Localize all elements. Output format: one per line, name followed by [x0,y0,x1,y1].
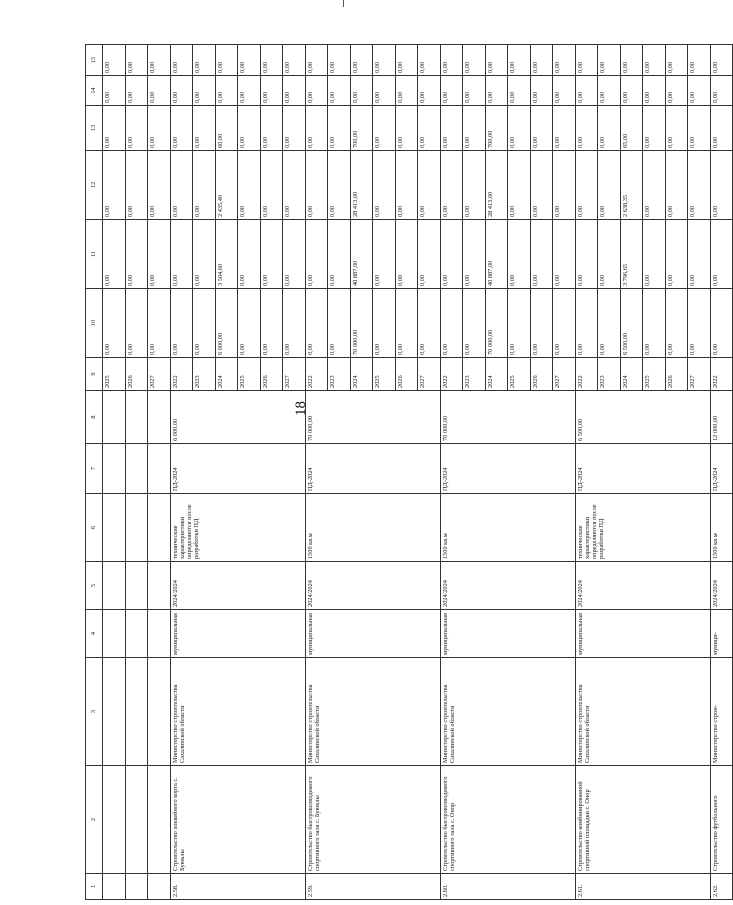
value-cell: 0,00 [148,76,171,106]
customer: Министерство строительства Сахалинской области [170,658,305,766]
column-number-3: 3 [86,658,103,766]
value-cell: 2 638,35 [620,151,643,220]
estimated-cost: 12 000,00 [710,391,733,444]
column-number-2: 2 [86,766,103,874]
estimated-cost: 70 000,00 [440,391,575,444]
customer: Министерство строи- [710,658,733,766]
capacity: 1500 кв.м [440,494,575,562]
value-cell: 0,00 [238,106,261,151]
empty-cell [103,610,126,658]
value-cell: 0,00 [553,220,576,289]
project-row [170,45,193,900]
column-number-1: 1 [86,874,103,900]
value-cell: 0,00 [665,76,688,106]
year-cell: 2022 [710,358,733,391]
empty-cell [148,874,171,900]
value-cell: 0,00 [665,45,688,76]
year-cell: 2026 [260,358,283,391]
empty-cell [125,391,148,444]
scan-mark [343,0,344,7]
value-cell: 0,00 [440,106,463,151]
value-cell: 0,00 [328,76,351,106]
value-cell: 0,00 [395,220,418,289]
value-cell: 0,00 [283,45,306,76]
column-number-14: 14 [86,76,103,106]
value-cell: 0,00 [193,76,216,106]
column-number-9: 9 [86,358,103,391]
value-cell: 0,00 [193,151,216,220]
year-cell: 2025 [508,358,531,391]
continuation-row [148,45,171,900]
value-cell: 0,00 [418,151,441,220]
value-cell: 0,00 [125,151,148,220]
project-name: Строительство футбольного [710,766,733,874]
value-cell: 0,00 [170,76,193,106]
empty-cell [125,610,148,658]
year-cell: 2024 [485,358,508,391]
empty-cell [148,562,171,610]
row-number: 2.61. [575,874,710,900]
value-cell: 0,00 [463,289,486,358]
value-cell: 0,00 [395,289,418,358]
value-cell: 40 887,00 [350,220,373,289]
value-cell: 0,00 [463,106,486,151]
column-number-5: 5 [86,562,103,610]
value-cell: 0,00 [260,45,283,76]
value-cell: 0,00 [170,151,193,220]
value-cell: 3 504,60 [215,220,238,289]
year-cell: 2025 [643,358,666,391]
value-cell: 0,00 [350,45,373,76]
empty-cell [103,658,126,766]
value-cell: 0,00 [125,289,148,358]
value-cell: 65,00 [620,106,643,151]
row-number: 2.62. [710,874,733,900]
value-cell: 0,00 [283,289,306,358]
value-cell: 0,00 [103,106,126,151]
value-cell: 0,00 [463,45,486,76]
year-cell: 2023 [193,358,216,391]
continuation-row [125,45,148,900]
empty-cell [148,444,171,494]
value-cell: 0,00 [148,151,171,220]
ownership: муници- [710,610,733,658]
customer: Министерство строительства Сахалинской области [575,658,710,766]
row-number: 2.60. [440,874,575,900]
value-cell: 0,00 [575,76,598,106]
value-cell: 0,00 [710,220,733,289]
year-cell: 2026 [395,358,418,391]
value-cell: 0,00 [508,45,531,76]
year-cell: 2027 [148,358,171,391]
year-cell: 2025 [103,358,126,391]
column-number-10: 10 [86,289,103,358]
value-cell: 28 413,00 [350,151,373,220]
value-cell: 0,00 [193,106,216,151]
value-cell: 0,00 [643,220,666,289]
value-cell: 0,00 [328,289,351,358]
value-cell: 60,00 [215,106,238,151]
value-cell: 0,00 [418,220,441,289]
value-cell: 28 413,00 [485,151,508,220]
column-number-6: 6 [86,494,103,562]
value-cell: 0,00 [643,76,666,106]
empty-cell [125,562,148,610]
value-cell: 0,00 [395,76,418,106]
empty-cell [125,658,148,766]
value-cell: 0,00 [305,151,328,220]
period: 2024/2024 [170,562,305,610]
value-cell: 0,00 [463,151,486,220]
year-cell: 2023 [463,358,486,391]
project-row [305,45,328,900]
value-cell: 0,00 [395,151,418,220]
year-cell: 2023 [328,358,351,391]
value-cell: 0,00 [710,151,733,220]
value-cell: 0,00 [553,289,576,358]
value-cell: 0,00 [665,151,688,220]
value-cell: 0,00 [238,76,261,106]
value-cell: 0,00 [688,76,711,106]
value-cell: 0,00 [530,151,553,220]
value-cell: 0,00 [688,220,711,289]
value-cell: 0,00 [598,289,621,358]
value-cell: 0,00 [148,106,171,151]
value-cell: 0,00 [688,289,711,358]
value-cell: 0,00 [305,106,328,151]
value-cell: 0,00 [170,289,193,358]
year-cell: 2026 [665,358,688,391]
capacity: 1500 кв.м [305,494,440,562]
value-cell: 0,00 [553,76,576,106]
period: 2024/2024 [440,562,575,610]
value-cell: 0,00 [643,289,666,358]
year-cell: 2025 [238,358,261,391]
value-cell: 0,00 [710,76,733,106]
value-cell: 0,00 [688,151,711,220]
value-cell: 0,00 [238,151,261,220]
empty-cell [148,766,171,874]
value-cell: 0,00 [373,151,396,220]
rotated-table-wrapper [85,45,719,900]
value-cell: 0,00 [530,106,553,151]
value-cell: 0,00 [418,289,441,358]
value-cell: 3 796,65 [620,220,643,289]
year-cell: 2027 [283,358,306,391]
value-cell: 0,00 [598,106,621,151]
value-cell: 0,00 [620,45,643,76]
value-cell: 0,00 [148,289,171,358]
value-cell: 0,00 [530,289,553,358]
period: 2024/2024 [710,562,733,610]
empty-cell [103,391,126,444]
value-cell: 0,00 [328,106,351,151]
customer: Министерство строительства Сахалинской области [305,658,440,766]
value-cell: 0,00 [485,45,508,76]
value-cell: 0,00 [395,106,418,151]
value-cell: 0,00 [305,76,328,106]
value-cell: 0,00 [328,151,351,220]
value-cell: 0,00 [193,220,216,289]
value-cell: 0,00 [440,151,463,220]
document-stage: ПД-2024 [305,444,440,494]
value-cell: 70 000,00 [350,289,373,358]
value-cell: 0,00 [710,45,733,76]
value-cell: 700,00 [485,106,508,151]
value-cell: 0,00 [193,45,216,76]
table-body [86,45,733,900]
capacity: 1500 кв.м [710,494,733,562]
empty-cell [103,444,126,494]
value-cell: 0,00 [125,106,148,151]
year-cell: 2026 [125,358,148,391]
value-cell: 0,00 [193,289,216,358]
value-cell: 0,00 [508,151,531,220]
estimated-cost: 6 000,00 [170,391,305,444]
year-cell: 2025 [373,358,396,391]
value-cell: 0,00 [305,45,328,76]
value-cell: 0,00 [238,289,261,358]
value-cell: 0,00 [305,289,328,358]
document-stage: ПД-2024 [440,444,575,494]
value-cell: 0,00 [328,45,351,76]
year-cell: 2022 [575,358,598,391]
value-cell: 0,00 [103,220,126,289]
value-cell: 40 887,00 [485,220,508,289]
value-cell: 0,00 [508,220,531,289]
row-number: 2.58. [170,874,305,900]
value-cell: 0,00 [688,45,711,76]
value-cell: 700,00 [350,106,373,151]
value-cell: 0,00 [350,76,373,106]
value-cell: 0,00 [125,220,148,289]
value-cell: 0,00 [103,151,126,220]
empty-cell [125,444,148,494]
empty-cell [125,494,148,562]
value-cell: 0,00 [170,220,193,289]
value-cell: 0,00 [260,106,283,151]
period: 2024/2024 [305,562,440,610]
year-cell: 2024 [350,358,373,391]
value-cell: 0,00 [125,76,148,106]
value-cell: 0,00 [440,289,463,358]
value-cell: 0,00 [665,220,688,289]
value-cell: 0,00 [373,76,396,106]
value-cell: 0,00 [373,106,396,151]
empty-cell [125,874,148,900]
year-cell: 2027 [553,358,576,391]
year-cell: 2022 [305,358,328,391]
value-cell: 0,00 [553,45,576,76]
value-cell: 0,00 [148,45,171,76]
project-row [575,45,598,900]
page-number: 18 [293,401,309,416]
column-number-7: 7 [86,444,103,494]
value-cell: 0,00 [643,106,666,151]
value-cell: 0,00 [170,106,193,151]
ownership: муниципальная [440,610,575,658]
value-cell: 0,00 [508,289,531,358]
year-cell: 2027 [688,358,711,391]
year-cell: 2024 [620,358,643,391]
value-cell: 0,00 [530,76,553,106]
project-name: Строительство быстровозводимого спортивного зала с. Онор [440,766,575,874]
empty-cell [148,494,171,562]
investment-table [85,44,733,900]
value-cell: 0,00 [373,220,396,289]
value-cell: 0,00 [215,45,238,76]
column-number-row [86,45,103,900]
value-cell: 0,00 [508,106,531,151]
value-cell: 0,00 [710,106,733,151]
customer: Министерство строительства Сахалинской области [440,658,575,766]
value-cell: 0,00 [575,106,598,151]
empty-cell [148,391,171,444]
value-cell: 0,00 [103,289,126,358]
value-cell: 0,00 [283,220,306,289]
value-cell: 0,00 [260,151,283,220]
document-stage: ПД-2024 [710,444,733,494]
value-cell: 0,00 [665,106,688,151]
value-cell: 0,00 [575,220,598,289]
value-cell: 0,00 [418,76,441,106]
row-number: 2.59. [305,874,440,900]
value-cell: 0,00 [283,151,306,220]
year-cell: 2027 [418,358,441,391]
project-row [710,45,733,900]
value-cell: 0,00 [575,289,598,358]
value-cell: 0,00 [373,45,396,76]
value-cell: 0,00 [688,106,711,151]
value-cell: 0,00 [643,151,666,220]
value-cell: 0,00 [530,220,553,289]
value-cell: 6 000,00 [215,289,238,358]
value-cell: 0,00 [283,76,306,106]
value-cell: 0,00 [373,289,396,358]
value-cell: 0,00 [553,151,576,220]
empty-cell [148,658,171,766]
value-cell: 0,00 [620,76,643,106]
value-cell: 0,00 [463,76,486,106]
ownership: муниципальная [305,610,440,658]
value-cell: 0,00 [418,45,441,76]
year-cell: 2022 [170,358,193,391]
ownership: муниципальная [575,610,710,658]
empty-cell [125,766,148,874]
value-cell: 0,00 [485,76,508,106]
value-cell: 0,00 [440,45,463,76]
project-name: Строительство быстровозводимого спортивного зала с. Буюклы [305,766,440,874]
project-name: Строительство комбинированной спортивной площадки с. Онор [575,766,710,874]
value-cell: 2 435,40 [215,151,238,220]
column-number-15: 15 [86,45,103,76]
value-cell: 0,00 [530,45,553,76]
column-number-4: 4 [86,610,103,658]
value-cell: 0,00 [665,289,688,358]
document-stage: ПД-2024 [170,444,305,494]
empty-cell [103,494,126,562]
continuation-row [103,45,126,900]
value-cell: 0,00 [215,76,238,106]
value-cell: 0,00 [170,45,193,76]
value-cell: 0,00 [238,45,261,76]
value-cell: 0,00 [440,220,463,289]
value-cell: 70 000,00 [485,289,508,358]
project-name: Строительство хоккейного корта с. Буюклы [170,766,305,874]
value-cell: 0,00 [463,220,486,289]
value-cell: 0,00 [598,151,621,220]
year-cell: 2022 [440,358,463,391]
year-cell: 2026 [530,358,553,391]
year-cell: 2023 [598,358,621,391]
value-cell: 0,00 [260,220,283,289]
value-cell: 0,00 [103,45,126,76]
value-cell: 0,00 [148,220,171,289]
capacity: технические характеристики определяются после разработки ПД [575,494,710,562]
value-cell: 0,00 [103,76,126,106]
value-cell: 0,00 [283,106,306,151]
value-cell: 0,00 [440,76,463,106]
value-cell: 0,00 [643,45,666,76]
value-cell: 0,00 [598,76,621,106]
value-cell: 0,00 [395,45,418,76]
value-cell: 0,00 [260,76,283,106]
column-number-8: 8 [86,391,103,444]
value-cell: 0,00 [575,45,598,76]
empty-cell [103,874,126,900]
value-cell: 0,00 [508,76,531,106]
value-cell: 0,00 [125,45,148,76]
ownership: муниципальная [170,610,305,658]
empty-cell [148,610,171,658]
value-cell: 6 500,00 [620,289,643,358]
value-cell: 0,00 [575,151,598,220]
estimated-cost: 70 000,00 [305,391,440,444]
estimated-cost: 6 500,00 [575,391,710,444]
value-cell: 0,00 [598,45,621,76]
value-cell: 0,00 [238,220,261,289]
column-number-13: 13 [86,106,103,151]
project-row [440,45,463,900]
empty-cell [103,562,126,610]
value-cell: 0,00 [260,289,283,358]
capacity: технические характеристики определяются после разработки ПД [170,494,305,562]
value-cell: 0,00 [305,220,328,289]
value-cell: 0,00 [553,106,576,151]
period: 2024/2024 [575,562,710,610]
value-cell: 0,00 [418,106,441,151]
empty-cell [103,766,126,874]
column-number-12: 12 [86,151,103,220]
document-stage: ПД-2024 [575,444,710,494]
value-cell: 0,00 [328,220,351,289]
value-cell: 0,00 [710,289,733,358]
value-cell: 0,00 [598,220,621,289]
year-cell: 2024 [215,358,238,391]
column-number-11: 11 [86,220,103,289]
